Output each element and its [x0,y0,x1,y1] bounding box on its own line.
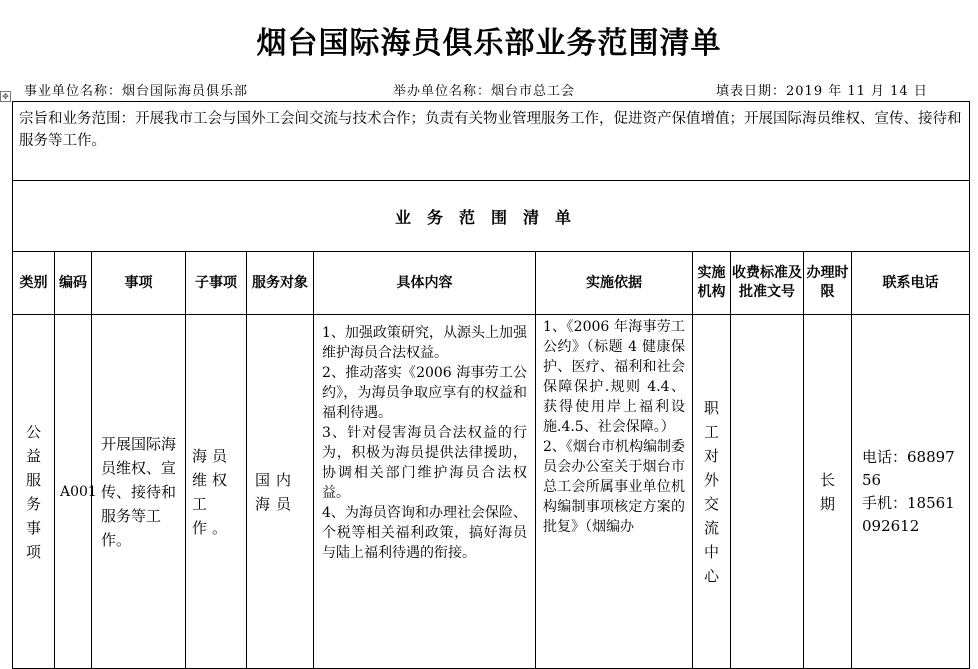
cell-basis: 1、《2006 年海事劳工公约》（标题 4 健康保护、医疗、福利和社会保障保护.规则 4.4、获得使用岸上福利设施.4.5、社会保障。） 2、《烟台市机构编制委员会办公室关于烟台市总工会所属事业单位机构编制事项核定方案的批复》（烟编办 [536,315,693,669]
purpose-cell: 宗旨和业务范围：开展我市工会与国外工会间交流与技术合作；负责有关物业管理服务工作，促进资产保值增值；开展国际海员维权、宣传、接待和服务等工作。 [13,102,970,181]
col-content: 具体内容 [314,252,536,315]
cell-phone: 电话：6889756 手机：18561092612 [852,315,970,669]
cell-agency: 职工对外交流中心 [693,315,731,669]
col-phone: 联系电话 [852,252,970,315]
document-title: 烟台国际海员俱乐部业务范围清单 [256,26,722,61]
unit-name: 事业单位名称：烟台国际海员俱乐部 [24,84,249,99]
cell-time-limit: 长期 [804,315,852,669]
col-fee: 收费标准及批准文号 [731,252,804,315]
cell-code: A001 [55,315,92,669]
col-agency: 实施机构 [693,252,731,315]
cell-target: 国内海员 [247,315,314,669]
fill-date: 填表日期：2019 年 11 月 14 日 [716,84,928,99]
col-basis: 实施依据 [536,252,693,315]
col-sub-item: 子事项 [186,252,247,315]
section-title: 业务范围清单 [13,181,970,252]
table-move-handle-icon[interactable]: ✥ [0,91,11,102]
business-scope-table [12,101,970,669]
cell-fee [731,315,804,669]
col-target: 服务对象 [247,252,314,315]
organizer-name: 举办单位名称：烟台市总工会 [393,84,576,99]
col-time-limit: 办理时限 [804,252,852,315]
col-item: 事项 [92,252,186,315]
cell-item: 开展国际海员维权、宣传、接待和服务等工作。 [92,315,186,669]
cell-sub-item: 海员维权工作。 [186,315,247,669]
cell-category: 公益服务事项 [13,315,55,669]
col-code: 编码 [55,252,92,315]
table-row [13,315,970,669]
col-category: 类别 [13,252,55,315]
cell-content: 1、加强政策研究，从源头上加强维护海员合法权益。 2、推动落实《2006 海事劳工公约》，为海员争取应享有的权益和福利待遇。 3、针对侵害海员合法权益的行为，积极为海员提供法律援助，协调相关部门维护海员合法权益。 4、为海员咨询和办理社会保险、个税等相关福利政策，搞好海员与陆上福利待遇的衔接。 [314,315,536,669]
